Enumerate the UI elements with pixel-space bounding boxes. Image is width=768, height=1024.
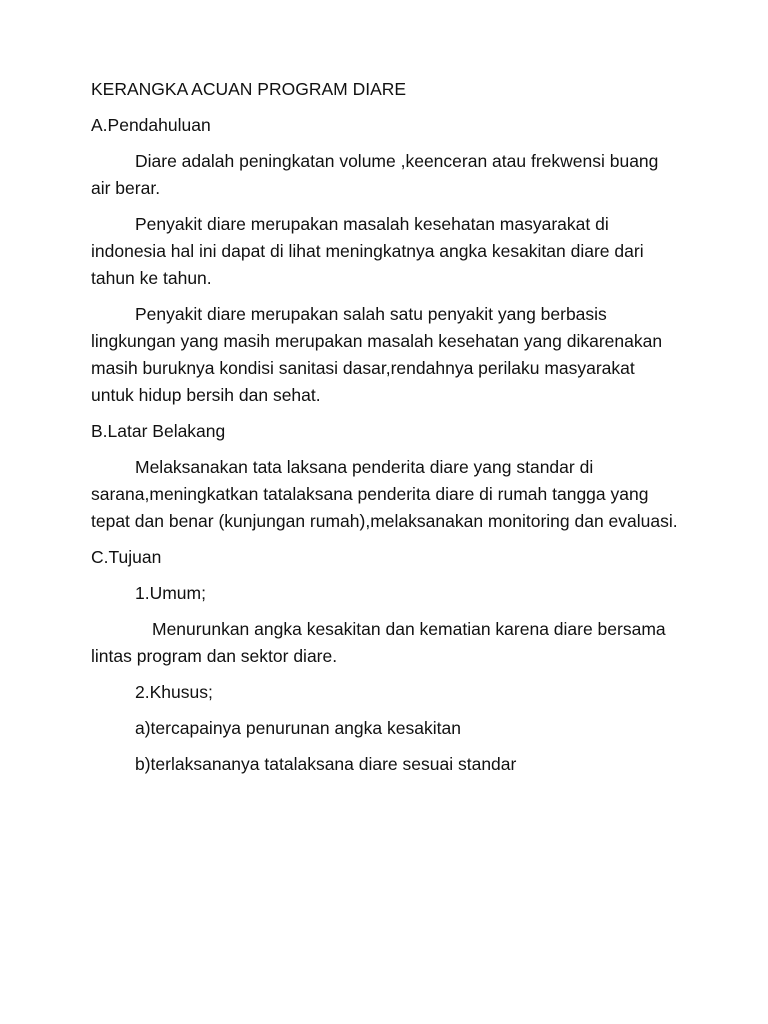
khusus-item-a: a)tercapainya penurunan angka kesakitan xyxy=(135,718,461,738)
section-b-paragraph-1: Melaksanakan tata laksana penderita diare yang standar di sarana,meningkatkan tatalaksana penderita diare di rumah tangga yang tepat dan benar (kunjungan rumah),melaksanakan monitoring dan evaluasi. xyxy=(91,457,678,531)
document-title: KERANGKA ACUAN PROGRAM DIARE xyxy=(91,79,407,99)
umum-label: 1.Umum; xyxy=(135,583,206,603)
umum-text: Menurunkan angka kesakitan dan kematian karena diare bersama lintas program dan sektor diare. xyxy=(91,619,666,666)
khusus-label: 2.Khusus; xyxy=(135,682,213,702)
section-b-heading: B.Latar Belakang xyxy=(91,421,226,441)
section-a-paragraph-1: Diare adalah peningkatan volume ,keenceran atau frekwensi buang air berar. xyxy=(91,151,659,198)
section-a-paragraph-3: Penyakit diare merupakan salah satu penyakit yang berbasis lingkungan yang masih merupakan masalah kesehatan yang dikarenakan masih buruknya kondisi sanitasi dasar,rendahnya perilaku masyarakat untuk hidup bersih dan sehat. xyxy=(91,304,663,405)
section-a-paragraph-2: Penyakit diare merupakan masalah kesehatan masyarakat di indonesia hal ini dapat di lihat meningkatnya angka kesakitan diare dari tahun ke tahun. xyxy=(91,214,644,288)
section-c-heading: C.Tujuan xyxy=(91,547,162,567)
section-a-heading: A.Pendahuluan xyxy=(91,115,211,135)
khusus-item-b: b)terlaksananya tatalaksana diare sesuai standar xyxy=(135,754,517,774)
